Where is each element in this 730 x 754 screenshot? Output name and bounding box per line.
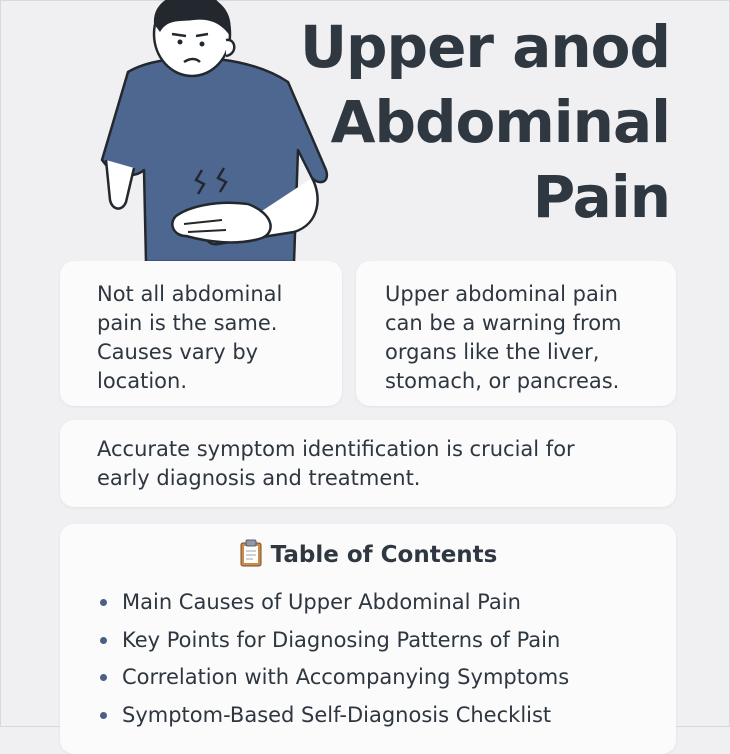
info-card-warning [356,261,676,406]
toc-item-label: Key Points for Diagnosing Patterns of Pain [122,627,561,652]
bullet-icon [100,712,107,719]
info-card-variation [60,261,342,406]
card-text-line: Causes vary by [97,340,259,364]
toc-item[interactable] [100,584,569,622]
toc-heading-text: Table of Contents [270,542,498,568]
toc-item[interactable] [100,622,569,660]
bullet-icon [100,637,107,644]
page-title [300,10,670,235]
bullet-icon [100,599,107,606]
title-line-3: Pain [532,163,670,231]
table-of-contents [60,524,676,754]
card-text-line: stomach, or pancreas. [385,369,620,393]
card-text-line: location. [97,369,187,393]
title-line-1: Upper anod [299,13,670,81]
card-text-line: Accurate symptom identification is crucial for [97,437,575,461]
card-text-line: pain is the same. [97,311,278,335]
toc-item[interactable] [100,697,569,735]
card-text-line: can be a warning from [385,311,622,335]
card-text-line: early diagnosis and treatment. [97,466,421,490]
toc-item-label: Main Causes of Upper Abdominal Pain [122,590,521,614]
bullet-icon [100,674,107,681]
toc-item-label: Correlation with Accompanying Symptoms [122,665,570,689]
toc-heading [60,538,676,577]
toc-list [100,584,569,734]
toc-item[interactable] [100,659,569,697]
card-text-line: organs like the liver, [385,340,600,364]
toc-item-label: Symptom-Based Self-Diagnosis Checklist [122,702,552,727]
clipboard-icon [239,539,263,577]
title-line-2: Abdominal [330,88,670,156]
card-text-line: Not all abdominal [97,282,283,306]
info-card-diagnosis [60,420,676,507]
card-text-line: Upper abdominal pain [385,282,618,306]
